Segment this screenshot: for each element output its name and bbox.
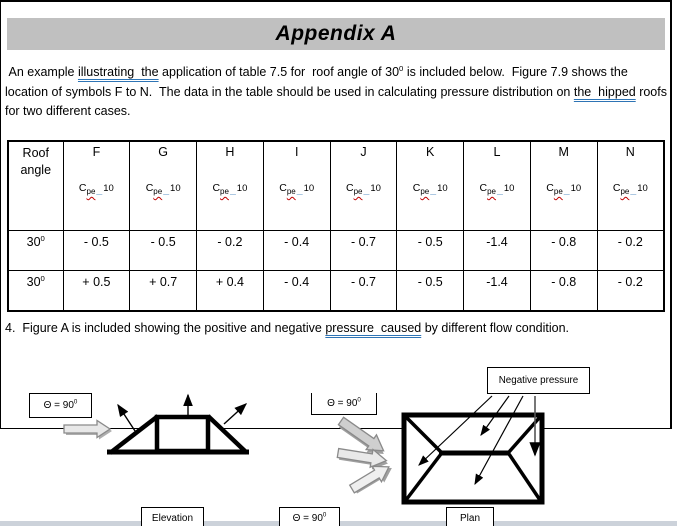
cpe10-label: $C_{pe}\_10$ (212, 182, 248, 196)
roof-angle-cell: $30^0$ (8, 271, 63, 312)
table-col-H: H $C_{pe}\_10$ (197, 141, 264, 231)
appendix-header-band (7, 18, 665, 50)
value-cell: - 0.4 (263, 231, 330, 271)
value-cell: + 0.7 (130, 271, 197, 312)
table-col-I: I $C_{pe}\_10$ (263, 141, 330, 231)
value-cell: - 0.5 (397, 271, 464, 312)
cpe10-label: $C_{pe}\_10$ (479, 182, 515, 196)
value-cell: - 0.7 (330, 231, 397, 271)
cpe10-label: $C_{pe}\_10$ (612, 182, 648, 196)
elevation-caption: Elevation (141, 507, 204, 526)
value-cell: + 0.5 (63, 271, 130, 312)
grammar-underlined-phrase: the hipped (573, 84, 636, 99)
value-cell: -1.4 (464, 231, 531, 271)
value-cell: - 0.2 (597, 231, 664, 271)
table-row (8, 271, 664, 312)
grammar-underlined-phrase: pressure caused (325, 321, 422, 335)
value-cell: - 0.8 (530, 271, 597, 312)
page-title: Appendix A (275, 22, 397, 45)
value-cell: -1.4 (464, 271, 531, 312)
value-cell: - 0.5 (397, 231, 464, 271)
cpe10-label: $C_{pe}\_10$ (546, 182, 582, 196)
pressure-coefficient-table (7, 140, 665, 312)
theta-label-plan-top: $\Theta = 90^0$ (311, 393, 377, 415)
item4-text: by different flow condition. (421, 321, 570, 335)
table-col-G: G $C_{pe}\_10$ (130, 141, 197, 231)
value-cell: - 0.5 (130, 231, 197, 271)
value-cell: - 0.2 (597, 271, 664, 312)
theta-label-bottom: $\Theta = 90^0$ (279, 507, 340, 526)
value-cell: - 0.5 (63, 231, 130, 271)
cpe10-label: $C_{pe}\_10$ (78, 182, 114, 196)
value-cell: - 0.4 (263, 271, 330, 312)
table-col-L: L $C_{pe}\_10$ (464, 141, 531, 231)
value-cell: - 0.7 (330, 271, 397, 312)
value-cell: - 0.2 (197, 231, 264, 271)
wind-arrow-icon (64, 421, 112, 440)
intro-text: application of table 7.5 for roof angle of 30 (158, 65, 400, 79)
cpe10-label: $C_{pe}\_10$ (145, 182, 181, 196)
intro-paragraph (5, 63, 671, 122)
cpe10-label: $C_{pe}\_10$ (279, 182, 315, 196)
item4-text: 4. Figure A is included showing the positive and negative (5, 321, 326, 335)
table-col-N: N $C_{pe}\_10$ (597, 141, 664, 231)
table-row (8, 231, 664, 271)
cpe10-label: $C_{pe}\_10$ (412, 182, 448, 196)
table-corner-cell: Roof angle (8, 141, 63, 231)
table-col-J: J $C_{pe}\_10$ (330, 141, 397, 231)
negative-pressure-label: Negative pressure (487, 367, 590, 394)
suction-arrow-left-icon (118, 405, 137, 434)
roof-angle-cell: $30^0$ (8, 231, 63, 271)
value-cell: + 0.4 (197, 271, 264, 312)
table-col-M: M $C_{pe}\_10$ (530, 141, 597, 231)
item4-paragraph (5, 319, 671, 337)
table-col-F: F $C_{pe}\_10$ (63, 141, 130, 231)
table-header-row (8, 141, 664, 231)
intro-text: is included below. Figure 7.9 shows the location of symbols F to N. The data in the table should be used in calculating pressure distribution on (5, 65, 632, 99)
grammar-underlined-phrase: illustrating the (77, 65, 159, 79)
suction-arrow-right-icon (224, 404, 246, 424)
value-cell: - 0.8 (530, 231, 597, 271)
plan-caption: Plan (446, 507, 494, 526)
table-col-K: K $C_{pe}\_10$ (397, 141, 464, 231)
intro-text: roofs for two different cases. (5, 84, 671, 118)
elevation-wall-box (157, 417, 208, 451)
plan-outline (404, 415, 542, 502)
theta-label-elevation: $\Theta = 90^0$ (29, 393, 92, 418)
degree-superscript: 0 (399, 63, 404, 73)
intro-text: An example (5, 65, 78, 79)
cpe10-label: $C_{pe}\_10$ (345, 182, 381, 196)
